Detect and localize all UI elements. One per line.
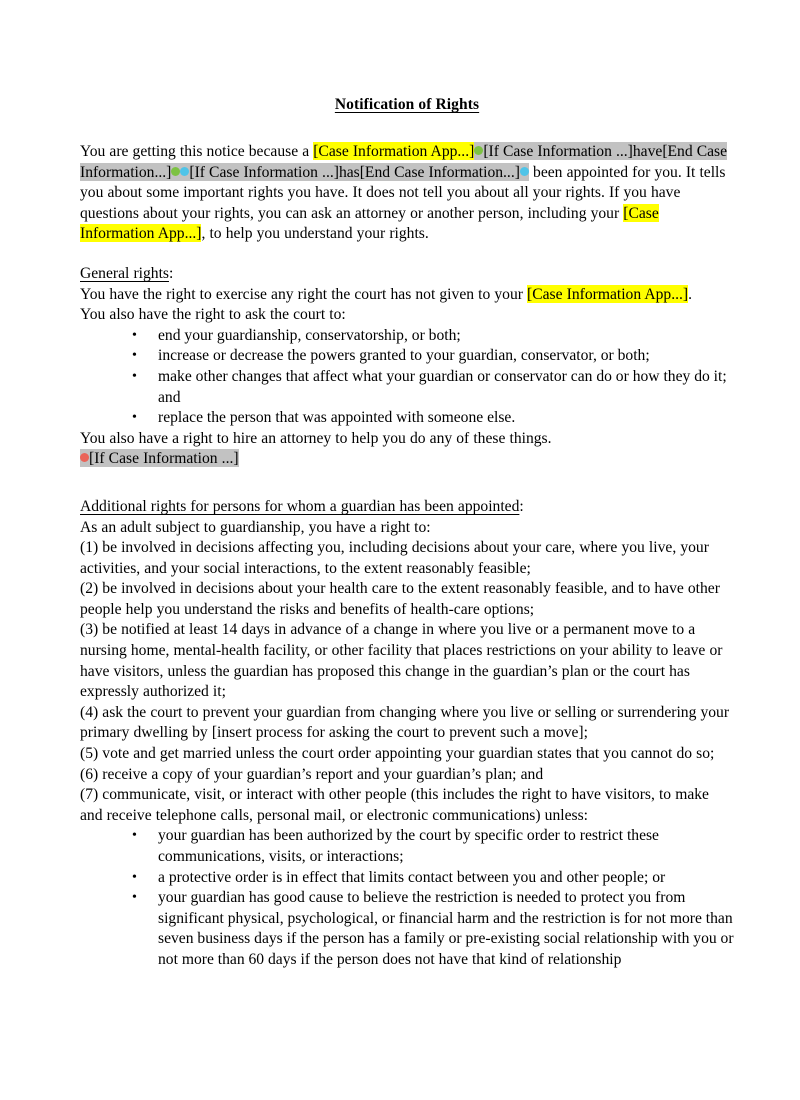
numbered-item: (1) be involved in decisions affecting you, including decisions about your care, where you live, your activities, and your social interactions, to the extent reasonably feasible; bbox=[80, 539, 709, 577]
general-rights-heading-colon: : bbox=[168, 264, 174, 282]
list-item: • your guardian has good cause to believe the restriction is needed to protect you from significant physical, psychological, or financial harm and the restriction is for not more than seven business days if the person has a family or pre-existing social relationship with you or not more than 60 days if the person does not have that kind of relationship bbox=[158, 888, 734, 970]
page-title bbox=[80, 96, 734, 114]
intro-paragraph bbox=[80, 142, 734, 245]
marker-cyan-icon bbox=[520, 167, 529, 176]
additional-rights-bullet-list bbox=[80, 826, 734, 970]
merge-field-case-information-1[interactable]: [Case Information App...] bbox=[313, 143, 475, 160]
general-rights-heading bbox=[80, 264, 734, 285]
general-rights-line-2: You also have the right to ask the court to: bbox=[80, 306, 346, 324]
list-item: • increase or decrease the powers granted to your guardian, conservator, or both; bbox=[158, 346, 734, 367]
numbered-item: (3) be notified at least 14 days in advance of a change in where you live or a permanent move to a nursing home, mental-health facility, or other facility that places restrictions on your ability to leave or have visitors, unless the guardian has proposed this change in the guardian’s plan or the court has expressly authorized it; bbox=[80, 621, 723, 701]
list-item: • end your guardianship, conservatorship, or both; bbox=[158, 326, 734, 347]
general-rights-bullet-list bbox=[80, 326, 734, 429]
general-rights-line-1-post: . bbox=[688, 285, 693, 303]
condition-start-3[interactable] bbox=[80, 449, 239, 467]
additional-rights-numbered-list bbox=[80, 538, 734, 826]
numbered-item: (5) vote and get married unless the court order appointing your guardian states that you cannot do so; bbox=[80, 745, 715, 763]
intro-segment-4: been appointed for you. It tells you about some important rights you have. It does not tell you about all your rights. If you have questions about your rights, you can ask an attorney or another person, including your bbox=[80, 163, 726, 222]
condition-end-1-label: [End Case Information...] bbox=[80, 143, 728, 181]
merge-field-case-information-3[interactable]: [Case Information App...] bbox=[527, 285, 689, 303]
condition-end-2-label: [End Case Information...] bbox=[359, 163, 520, 181]
additional-rights-heading-colon: : bbox=[519, 497, 524, 515]
condition-start-3-label: [If Case Information ...] bbox=[89, 450, 239, 468]
additional-rights-heading bbox=[80, 497, 734, 518]
condition-start-2-label: [If Case Information ...] bbox=[189, 163, 339, 181]
general-rights-condition-block-line bbox=[80, 449, 734, 470]
numbered-item: (4) ask the court to prevent your guardian from changing where you live or selling or surrendering your primary dwelling by [insert process for asking the court to prevent such a move]; bbox=[80, 703, 730, 742]
condition-start-1-label: [If Case Information ...] bbox=[483, 143, 633, 160]
general-rights-closing-line: You also have a right to hire an attorney to help you do any of these things. bbox=[80, 429, 552, 447]
marker-red-icon bbox=[80, 453, 89, 462]
spacer bbox=[80, 470, 734, 497]
list-item: • replace the person that was appointed with someone else. bbox=[158, 408, 734, 429]
intro-segment-2: have bbox=[632, 143, 663, 160]
condition-start-1[interactable] bbox=[474, 142, 633, 160]
additional-rights-lead-in: As an adult subject to guardianship, you have a right to: bbox=[80, 518, 431, 536]
condition-end-2[interactable] bbox=[360, 163, 529, 181]
general-rights-line-1-pre: You have the right to exercise any right the court has not given to your bbox=[80, 285, 528, 303]
intro-segment-5: , to help you understand your rights. bbox=[201, 225, 429, 243]
list-item: • your guardian has been authorized by the court by specific order to restrict these communications, visits, or interactions; bbox=[158, 826, 734, 867]
general-rights-heading-text: General rights bbox=[80, 264, 169, 282]
page-title-text: Notification of Rights bbox=[334, 96, 480, 113]
condition-start-2[interactable] bbox=[180, 163, 339, 181]
list-item: • a protective order is in effect that limits contact between you and other people; or bbox=[158, 868, 734, 889]
numbered-item: (6) receive a copy of your guardian’s report and your guardian’s plan; and bbox=[80, 765, 544, 783]
marker-green-icon bbox=[474, 146, 483, 155]
numbered-item: (7) communicate, visit, or interact with other people (this includes the right to have visitors, to make and receive telephone calls, personal mail, or electronic communications) unless: bbox=[80, 786, 709, 824]
additional-rights-heading-text: Additional rights for persons for whom a guardian has been appointed bbox=[80, 497, 520, 515]
general-rights-line-1 bbox=[80, 285, 734, 306]
numbered-item: (2) be involved in decisions about your health care to the extent reasonably feasible, and to have other people help you understand the risks and benefits of health-care options; bbox=[80, 580, 720, 618]
merge-field-case-information-2[interactable]: [Case Information App...] bbox=[80, 204, 659, 243]
intro-segment-1: You are getting this notice because a bbox=[80, 143, 314, 160]
spacer bbox=[80, 245, 734, 264]
list-item: • make other changes that affect what your guardian or conservator can do or how they do it; and bbox=[158, 367, 734, 408]
intro-segment-3: has bbox=[338, 163, 360, 181]
